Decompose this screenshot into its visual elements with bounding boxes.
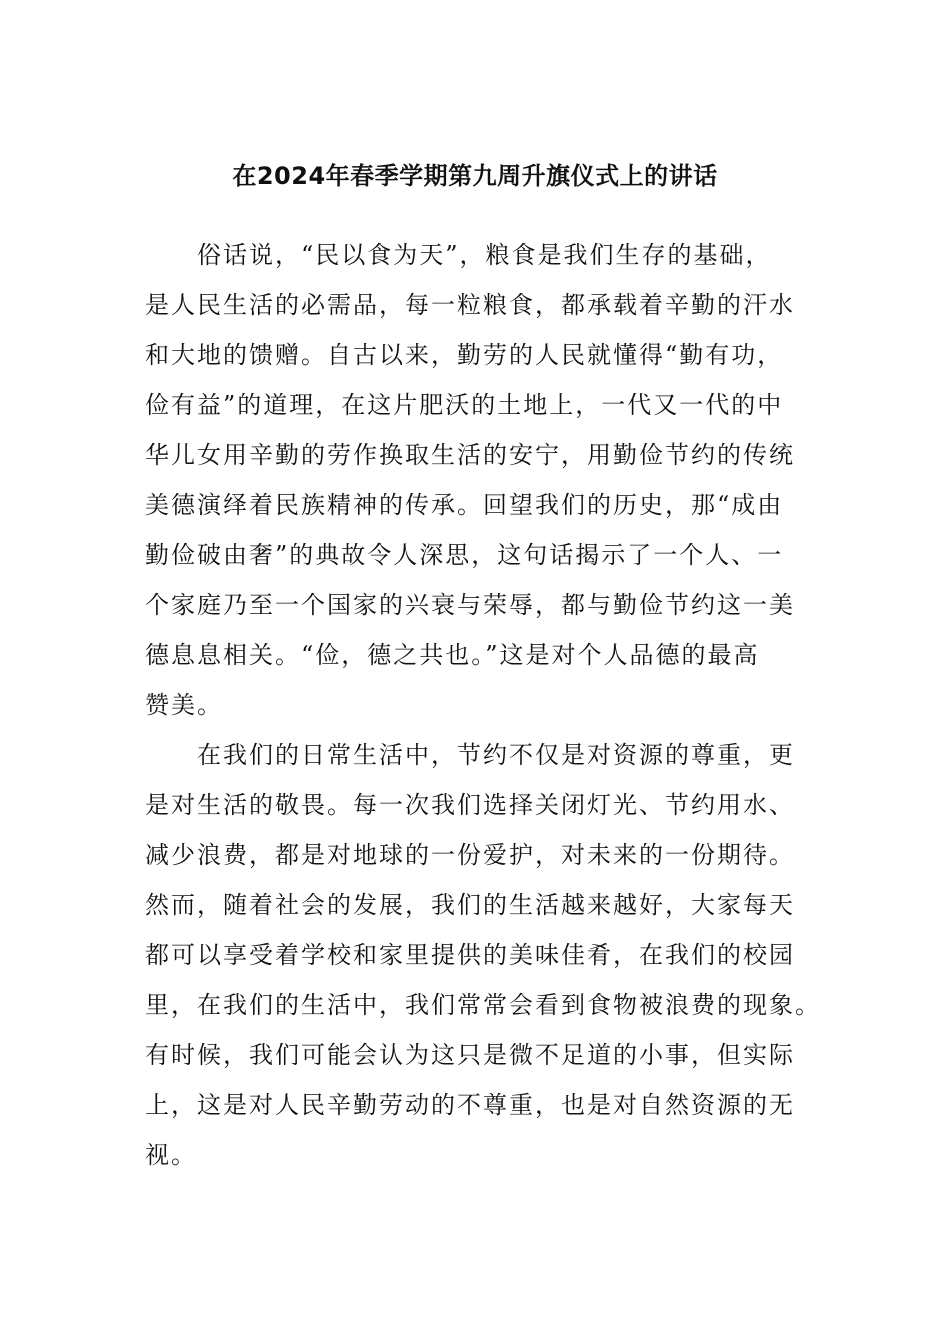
text-line: 有时候，我们可能会认为这只是微不足道的小事，但实际 [145, 1041, 795, 1069]
text-line: 和大地的馈赠。自古以来，勤劳的人民就懂得“勤有功， [145, 341, 784, 369]
text-line: 个家庭乃至一个国家的兴衰与荣辱，都与勤俭节约这一美 [145, 591, 795, 619]
text-line: 俗话说，“民以食为天”，粮食是我们生存的基础， [197, 241, 772, 269]
text-line: 华儿女用辛勤的劳作换取生活的安宁，用勤俭节约的传统 [145, 441, 795, 469]
paragraph-1 [145, 230, 805, 730]
text-line: 是人民生活的必需品，每一粒粮食，都承载着辛勤的汗水 [145, 291, 795, 319]
text-line: 德息息相关。“俭，德之共也。”这是对个人品德的最高 [145, 641, 760, 669]
document-title: 在2024年春季学期第九周升旗仪式上的讲话 [232, 162, 718, 190]
text-line: 然而，随着社会的发展，我们的生活越来越好，大家每天 [145, 891, 795, 919]
text-line: 美德演绎着民族精神的传承。回望我们的历史，那“成由 [145, 491, 784, 519]
text-line: 勤俭破由奢”的典故令人深思，这句话揭示了一个人、一 [145, 541, 784, 569]
text-line: 上，这是对人民辛勤劳动的不尊重，也是对自然资源的无 [145, 1091, 795, 1119]
text-line: 都可以享受着学校和家里提供的美味佳肴，在我们的校园 [145, 941, 795, 969]
text-line: 在我们的日常生活中，节约不仅是对资源的尊重，更 [197, 741, 795, 769]
paragraph-2 [145, 730, 821, 1180]
text-line: 里，在我们的生活中，我们常常会看到食物被浪费的现象。 [145, 991, 821, 1019]
text-line: 赞美。 [145, 691, 223, 719]
document-body [145, 230, 821, 1180]
text-line: 是对生活的敬畏。每一次我们选择关闭灯光、节约用水、 [145, 791, 795, 819]
text-line: 减少浪费，都是对地球的一份爱护，对未来的一份期待。 [145, 841, 795, 869]
text-line: 视。 [145, 1141, 197, 1169]
text-line: 俭有益”的道理，在这片肥沃的土地上，一代又一代的中 [145, 391, 784, 419]
